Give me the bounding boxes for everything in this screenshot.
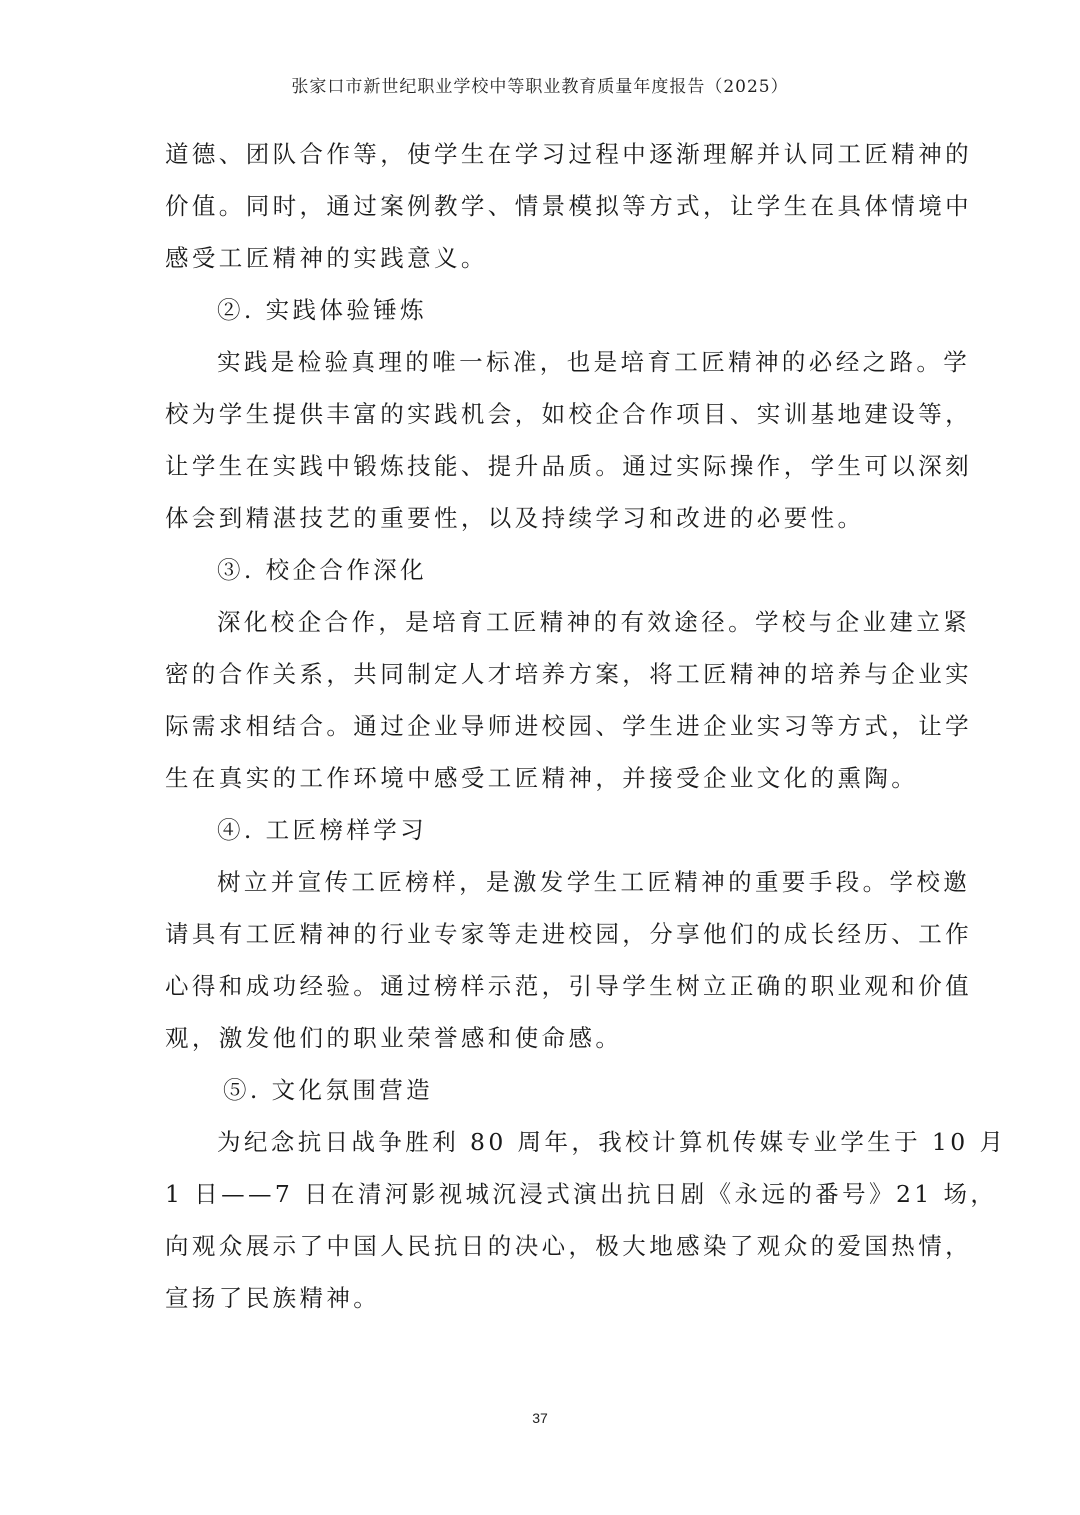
section-heading-culture: ⑤. 文化氛围营造 bbox=[223, 1076, 434, 1104]
section-heading-role-models: ④. 工匠榜样学习 bbox=[217, 816, 428, 844]
body-line: 道德、团队合作等，使学生在学习过程中逐渐理解并认同工匠精神的 bbox=[165, 140, 972, 168]
body-line: 心得和成功经验。通过榜样示范，引导学生树立正确的职业观和价值 bbox=[165, 972, 972, 1000]
body-line: 际需求相结合。通过企业导师进校园、学生进企业实习等方式，让学 bbox=[165, 712, 972, 740]
body-line: 树立并宣传工匠榜样，是激发学生工匠精神的重要手段。学校邀 bbox=[217, 868, 971, 896]
page-header: 张家口市新世纪职业学校中等职业教育质量年度报告（2025） bbox=[291, 77, 789, 97]
page-number: 37 bbox=[532, 1410, 548, 1426]
body-line: 向观众展示了中国人民抗日的决心，极大地感染了观众的爱国热情， bbox=[165, 1232, 972, 1260]
body-line: 体会到精湛技艺的重要性，以及持续学习和改进的必要性。 bbox=[165, 504, 865, 532]
document-body bbox=[165, 128, 1007, 1324]
body-line: 生在真实的工作环境中感受工匠精神，并接受企业文化的熏陶。 bbox=[165, 764, 919, 792]
header-rule bbox=[160, 106, 920, 107]
body-line: 感受工匠精神的实践意义。 bbox=[165, 244, 488, 272]
body-line: 宣扬了民族精神。 bbox=[165, 1284, 381, 1312]
body-line: 请具有工匠精神的行业专家等走进校园，分享他们的成长经历、工作 bbox=[165, 920, 972, 948]
section-heading-school-enterprise: ③. 校企合作深化 bbox=[217, 556, 428, 584]
body-line: 让学生在实践中锻炼技能、提升品质。通过实际操作，学生可以深刻 bbox=[165, 452, 972, 480]
body-line: 为纪念抗日战争胜利 80 周年，我校计算机传媒专业学生于 10 月 bbox=[217, 1128, 1007, 1156]
body-line: 价值。同时，通过案例教学、情景模拟等方式，让学生在具体情境中 bbox=[165, 192, 972, 220]
body-line: 实践是检验真理的唯一标准，也是培育工匠精神的必经之路。学 bbox=[217, 348, 971, 376]
body-line: 1 日——7 日在清河影视城沉浸式演出抗日剧《永远的番号》21 场， bbox=[165, 1180, 998, 1208]
body-line: 观，激发他们的职业荣誉感和使命感。 bbox=[165, 1024, 623, 1052]
body-line: 校为学生提供丰富的实践机会，如校企合作项目、实训基地建设等， bbox=[165, 400, 972, 428]
body-line: 密的合作关系，共同制定人才培养方案，将工匠精神的培养与企业实 bbox=[165, 660, 972, 688]
body-line: 深化校企合作，是培育工匠精神的有效途径。学校与企业建立紧 bbox=[217, 608, 971, 636]
section-heading-practice: ②. 实践体验锤炼 bbox=[217, 296, 428, 324]
